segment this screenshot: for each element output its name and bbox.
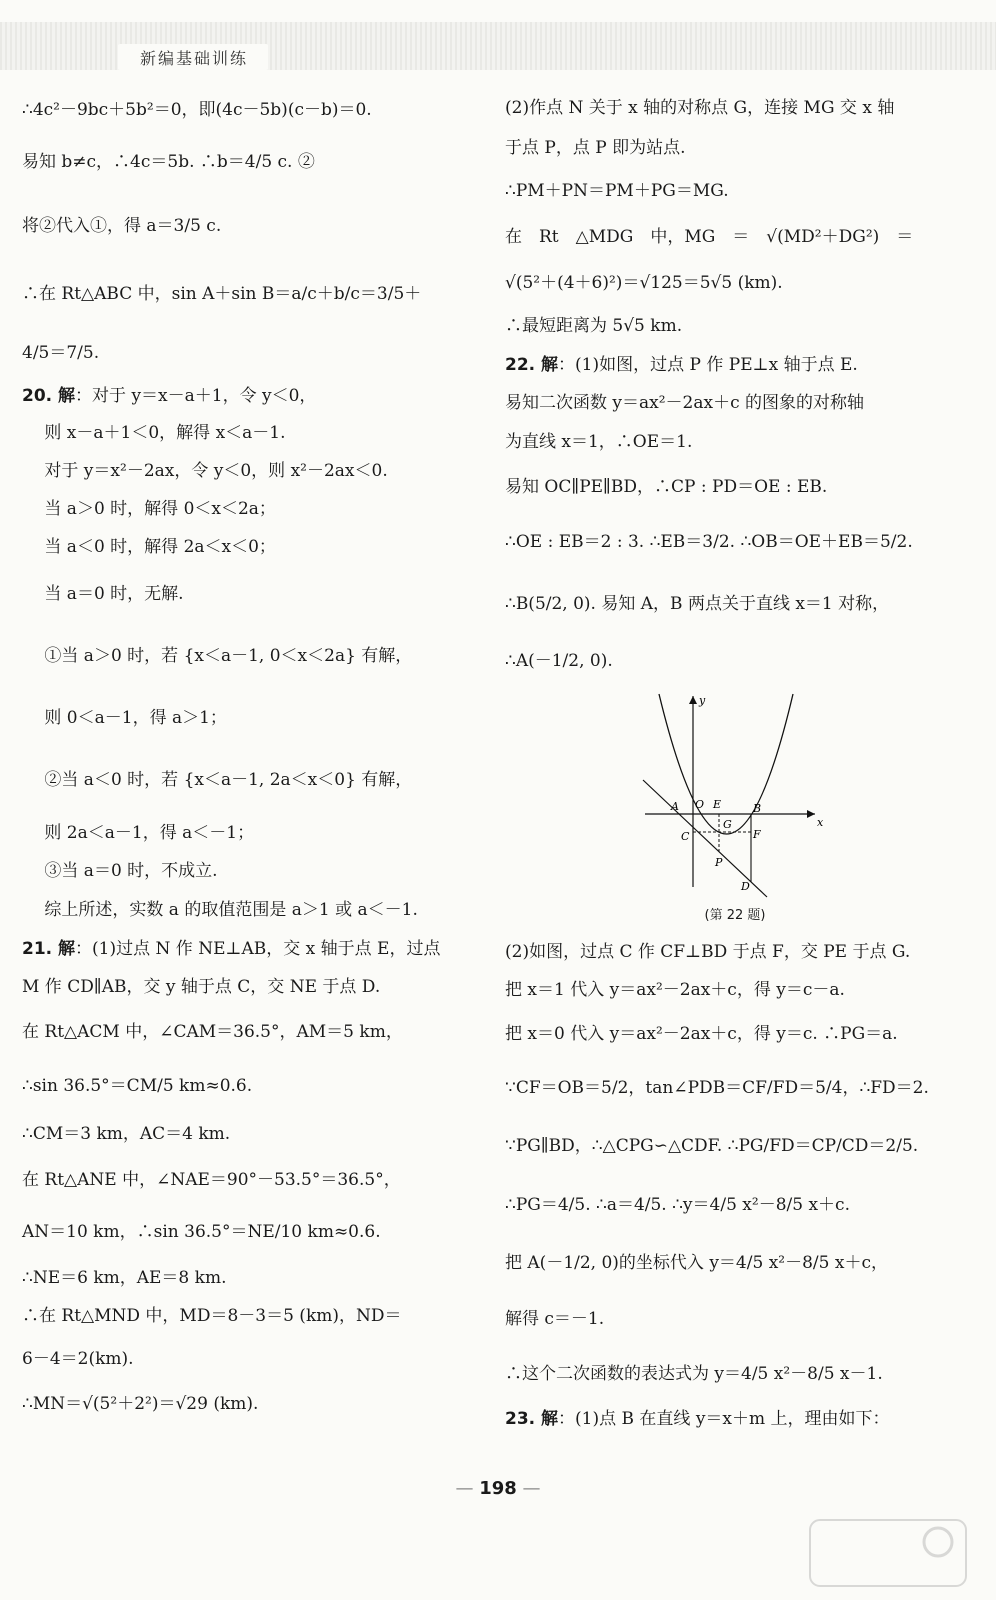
label-y: y [699, 694, 706, 707]
text-line: 22. 解：(1)如图，过点 P 作 PE⊥x 轴于点 E. [505, 355, 858, 375]
text-line: 把 A(－1/2, 0)的坐标代入 y＝4/5 x²－8/5 x＋c， [505, 1253, 888, 1273]
text-line: 易知 OC∥PE∥BD，∴CP : PD＝OE : EB. [505, 477, 828, 497]
label-p: P [715, 856, 723, 869]
text-line: ①当 a＞0 时，若 {x＜a－1, 0＜x＜2a} 有解， [22, 646, 413, 666]
text-line: 对于 y＝x²－2ax，令 y＜0，则 x²－2ax＜0. [22, 461, 388, 481]
text-line: (2)如图，过点 C 作 CF⊥BD 于点 F，交 PE 于点 G. [505, 942, 911, 962]
label-x: x [817, 816, 824, 829]
text-line: ∴最短距离为 5√5 km. [505, 316, 683, 336]
text-line: 则 x－a＋1＜0，解得 x＜a－1. [22, 423, 286, 443]
text-line: ∴这个二次函数的表达式为 y＝4/5 x²－8/5 x－1. [505, 1364, 883, 1384]
text-line: ∴在 Rt△MND 中，MD＝8－3＝5 (km)，ND＝ [22, 1306, 402, 1326]
right-column-top [505, 88, 970, 686]
figure-22 [635, 692, 835, 923]
text-line: M 作 CD∥AB，交 y 轴于点 C，交 NE 于点 D. [22, 977, 381, 997]
parabola-curve [659, 694, 793, 834]
text-line: ∴PG＝4/5. ∴a＝4/5. ∴y＝4/5 x²－8/5 x＋c. [505, 1195, 850, 1215]
label-o: O [695, 798, 705, 811]
text-line: AN＝10 km，∴sin 36.5°＝NE/10 km≈0.6. [22, 1222, 381, 1242]
book-title: 新编基础训练 [140, 49, 249, 68]
text-line: 则 2a＜a－1，得 a＜－1； [22, 823, 255, 843]
figure-caption: (第 22 题) [704, 908, 766, 923]
text-line: 易知二次函数 y＝ax²－2ax＋c 的图象的对称轴 [505, 393, 865, 413]
text-line: √(5²＋(4＋6)²)＝√125＝5√5 (km). [505, 273, 783, 293]
right-column-bottom [505, 933, 970, 1437]
text-line: ∵CF＝OB＝5/2，tan∠PDB＝CF/FD＝5/4，∴FD＝2. [505, 1078, 929, 1098]
parabola-figure [635, 692, 835, 902]
text-line: ②当 a＜0 时，若 {x＜a－1, 2a＜x＜0} 有解， [22, 770, 413, 790]
label-e: E [713, 798, 722, 811]
label-a: A [671, 800, 679, 813]
watermark-logo [808, 1518, 968, 1588]
text-line: 为直线 x＝1，∴OE＝1. [505, 432, 693, 452]
text-line: ∴sin 36.5°＝CM/5 km≈0.6. [22, 1076, 253, 1096]
text-line: ∴OE : EB＝2 : 3. ∴EB＝3/2. ∴OB＝OE＋EB＝5/2. [505, 532, 913, 552]
text-line: ∴NE＝6 km，AE＝8 km. [22, 1268, 227, 1288]
text-line: 21. 解：(1)过点 N 作 NE⊥AB，交 x 轴于点 E，过点 [22, 939, 441, 959]
text-line: 则 0＜a－1，得 a＞1； [22, 708, 227, 728]
text-line: (2)作点 N 关于 x 轴的对称点 G，连接 MG 交 x 轴 [505, 98, 895, 118]
text-line: 6－4＝2(km). [22, 1349, 134, 1369]
text-line: 把 x＝0 代入 y＝ax²－2ax＋c，得 y＝c. ∴PG＝a. [505, 1024, 898, 1044]
left-column [22, 88, 472, 1424]
text-line: 当 a＝0 时，无解. [22, 584, 184, 604]
text-line: 把 x＝1 代入 y＝ax²－2ax＋c，得 y＝c－a. [505, 980, 845, 1000]
text-line: 在 Rt△ANE 中，∠NAE＝90°－53.5°＝36.5°， [22, 1170, 401, 1190]
text-line: ∴CM＝3 km，AC＝4 km. [22, 1124, 231, 1144]
page-number: — 198 — [0, 1478, 996, 1499]
text-line: 4/5＝7/5. [22, 343, 100, 363]
label-b: B [753, 802, 762, 815]
text-line: 解得 c＝－1. [505, 1309, 605, 1329]
text-line: ∴PM＋PN＝PM＋PG＝MG. [505, 181, 729, 201]
text-line: 在 Rt △MDG 中，MG ＝ √(MD²＋DG²) ＝ [505, 227, 914, 247]
text-line: ∴MN＝√(5²＋2²)＝√29 (km). [22, 1394, 259, 1414]
text-line: ∵PG∥BD，∴△CPG∽△CDF. ∴PG/FD＝CP/CD＝2/5. [505, 1136, 919, 1156]
right-column [505, 88, 970, 1437]
text-line: 当 a＞0 时，解得 0＜x＜2a； [22, 499, 276, 519]
text-line: 于点 P，点 P 即为站点. [505, 138, 686, 158]
label-f: F [753, 828, 761, 841]
text-line: ∴在 Rt△ABC 中，sin A＋sin B＝a/c＋b/c＝3/5＋ [22, 284, 422, 304]
text-line: ∴B(5/2, 0). 易知 A，B 两点关于直线 x＝1 对称， [505, 594, 890, 614]
text-line: ∴A(－1/2, 0). [505, 651, 613, 671]
text-line: ③当 a＝0 时，不成立. [22, 861, 218, 881]
text-line: 23. 解：(1)点 B 在直线 y＝x＋m 上，理由如下： [505, 1409, 890, 1429]
label-c: C [681, 830, 690, 843]
label-d: D [741, 880, 750, 893]
text-line: 在 Rt△ACM 中，∠CAM＝36.5°，AM＝5 km， [22, 1022, 403, 1042]
text-line: 综上所述，实数 a 的取值范围是 a＞1 或 a＜－1. [22, 900, 418, 920]
text-line: ∴4c²－9bc＋5b²＝0，即(4c－5b)(c－b)＝0. [22, 100, 372, 120]
text-line: 20. 解：对于 y＝x－a＋1，令 y＜0， [22, 386, 317, 406]
text-line: 当 a＜0 时，解得 2a＜x＜0； [22, 537, 276, 557]
text-line: 易知 b≠c，∴4c＝5b. ∴b＝4/5 c. ② [22, 152, 315, 172]
label-g: G [723, 818, 732, 831]
text-line: 将②代入①，得 a＝3/5 c. [22, 216, 222, 236]
